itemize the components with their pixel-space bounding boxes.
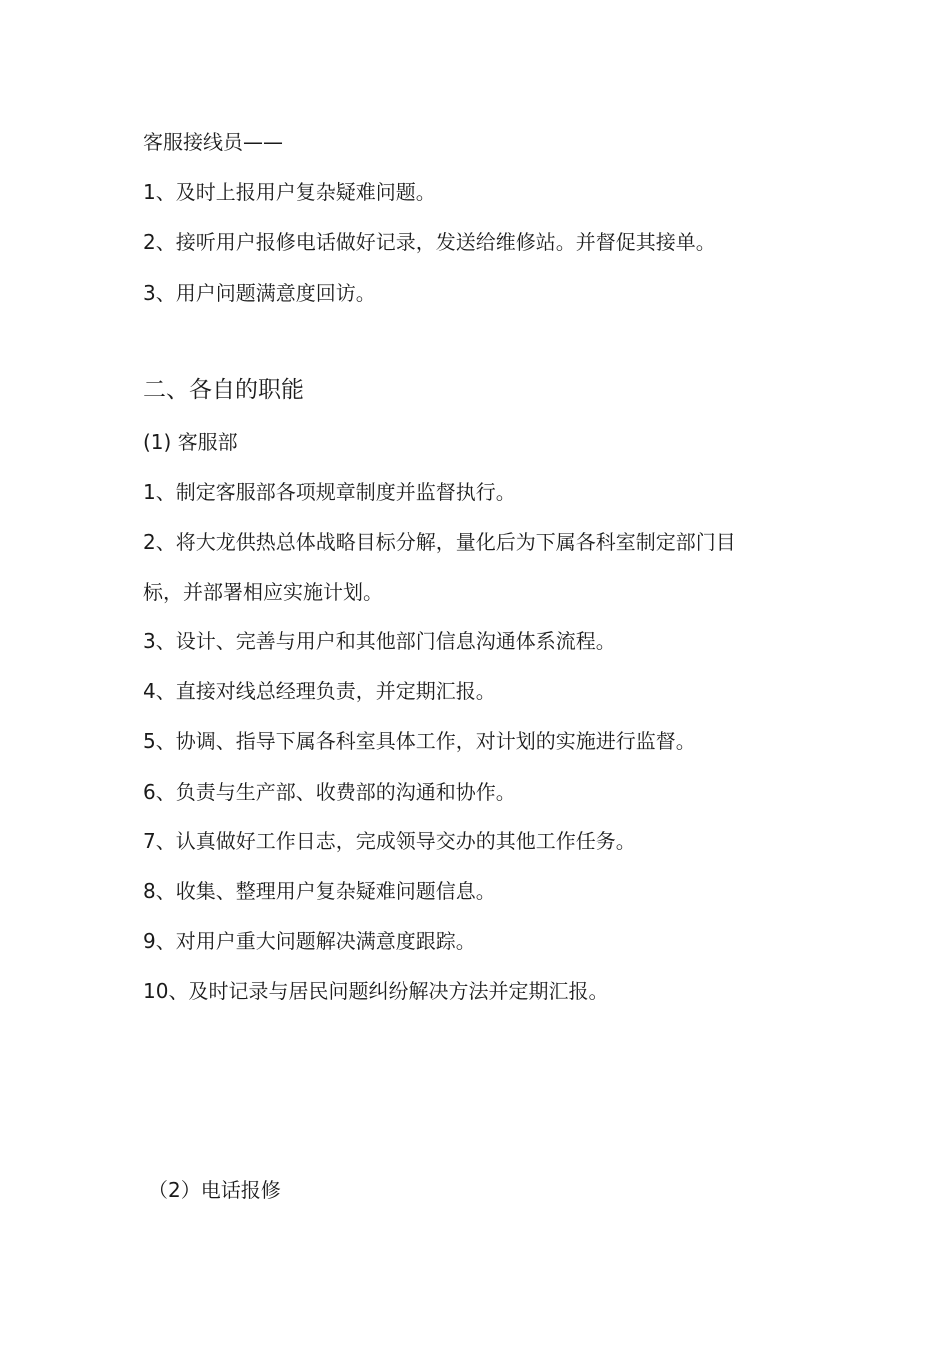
intro-title: 客服接线员—— (143, 130, 283, 154)
section-heading: 二、各自的职能 (143, 377, 304, 403)
intro-item-2: 2、接听用户报修电话做好记录，发送给维修站。并督促其接单。 (143, 230, 716, 254)
duty-item-4: 4、直接对线总经理负责，并定期汇报。 (143, 679, 496, 703)
duty-item-8: 8、收集、整理用户复杂疑难问题信息。 (143, 879, 496, 903)
duty-item-6: 6、负责与生产部、收费部的沟通和协作。 (143, 780, 516, 804)
subsection-1-title: (1) 客服部 (143, 430, 238, 454)
intro-item-3: 3、用户问题满意度回访。 (143, 281, 376, 305)
intro-item-1: 1、及时上报用户复杂疑难问题。 (143, 180, 436, 204)
subsection-2-title: （2）电话报修 (148, 1178, 281, 1202)
duty-item-10: 10、及时记录与居民问题纠纷解决方法并定期汇报。 (143, 979, 609, 1003)
duty-item-9: 9、对用户重大问题解决满意度跟踪。 (143, 929, 476, 953)
duty-item-7: 7、认真做好工作日志，完成领导交办的其他工作任务。 (143, 829, 636, 853)
duty-item-1: 1、制定客服部各项规章制度并监督执行。 (143, 480, 516, 504)
duty-item-3: 3、设计、完善与用户和其他部门信息沟通体系流程。 (143, 629, 616, 653)
duty-item-5: 5、协调、指导下属各科室具体工作，对计划的实施进行监督。 (143, 729, 696, 753)
duty-item-2-continued: 标，并部署相应实施计划。 (143, 580, 383, 604)
duty-item-2: 2、将大龙供热总体战略目标分解，量化后为下属各科室制定部门目 (143, 530, 736, 554)
